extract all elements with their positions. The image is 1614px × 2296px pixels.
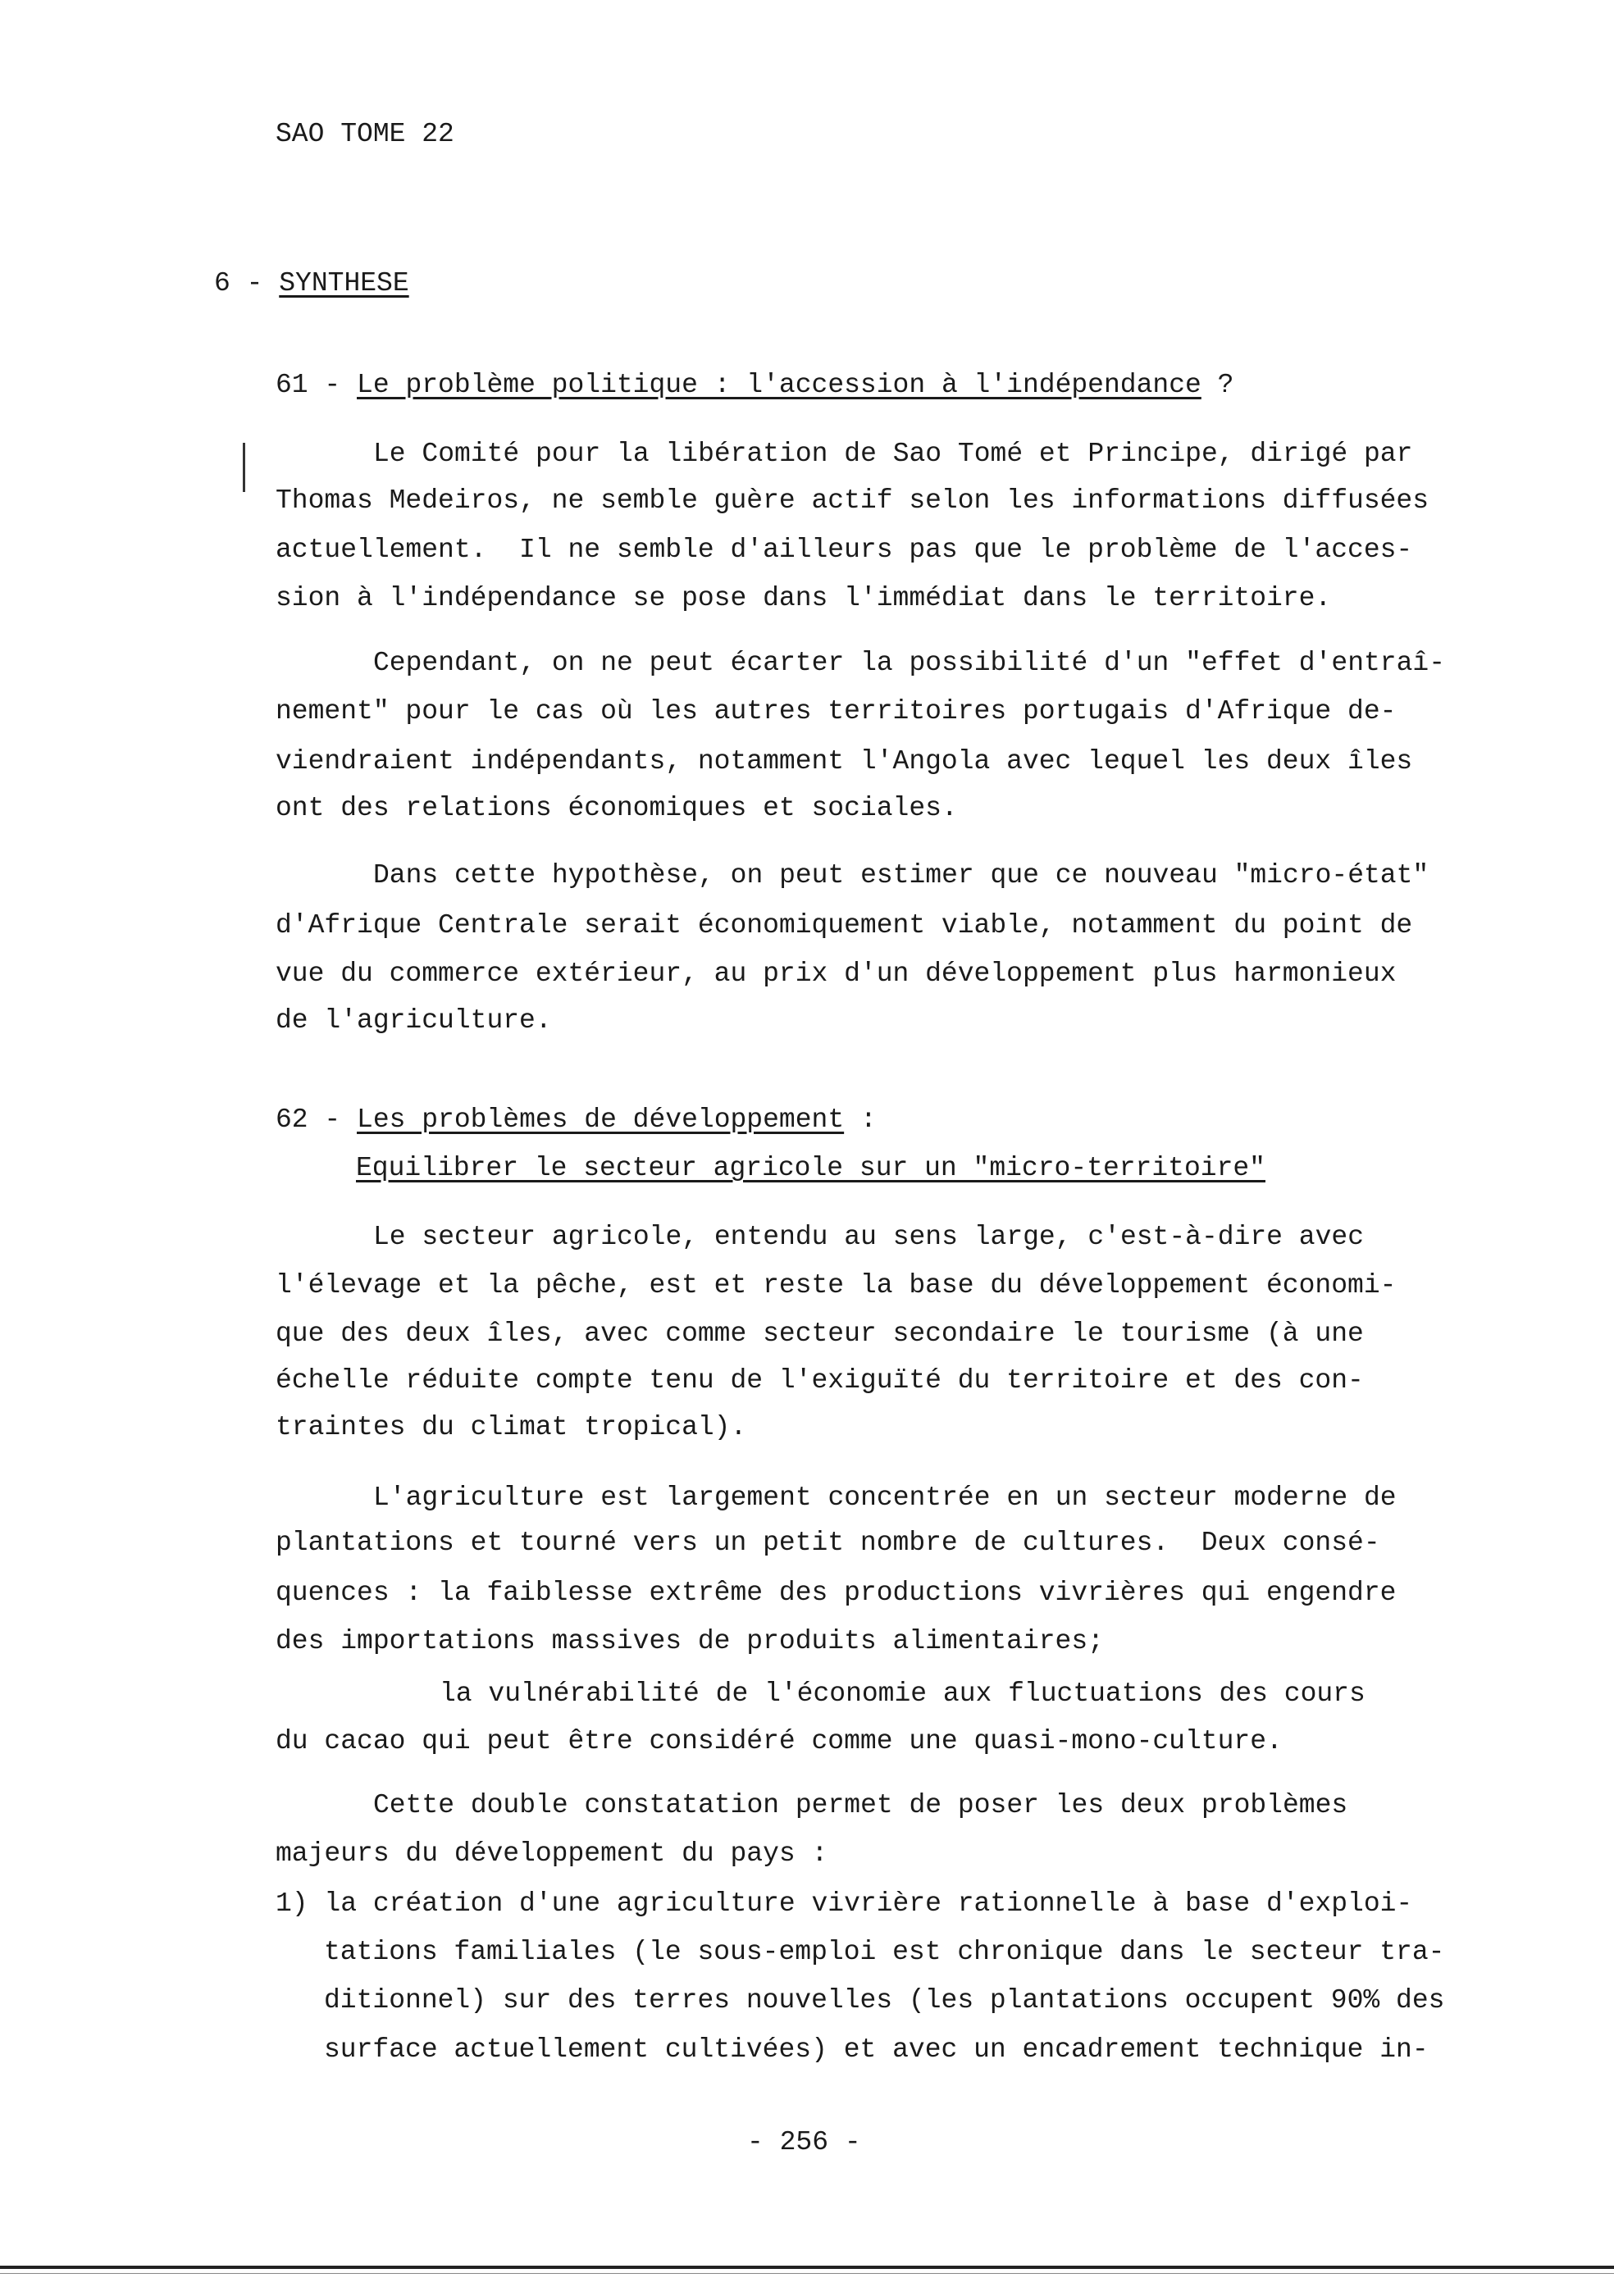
text-line: des importations massives de produits alimentaires; (276, 1626, 1104, 1656)
running-header: SAO TOME 22 (276, 119, 454, 149)
text-line: L'agriculture est largement concentrée en un secteur moderne de (373, 1483, 1397, 1513)
page-number: - 256 - (747, 2127, 861, 2157)
text-line: nement" pour le cas où les autres territoires portugais d'Afrique de- (276, 696, 1397, 727)
section-number: 6 - (214, 268, 263, 298)
text-line: de l'agriculture. (276, 1005, 552, 1036)
section-title: SYNTHESE (279, 268, 409, 298)
text-line: Dans cette hypothèse, on peut estimer que ce nouveau "micro-état" (373, 860, 1429, 891)
text-line: ont des relations économiques et sociales. (276, 793, 958, 823)
text-line: sion à l'indépendance se pose dans l'immédiat dans le territoire. (276, 583, 1332, 613)
subsection-title: Les problèmes de développement (357, 1105, 845, 1135)
text-line: du cacao qui peut être considéré comme une quasi-mono-culture. (276, 1726, 1283, 1756)
text-line: quences : la faiblesse extrême des productions vivrières qui engendre (276, 1578, 1397, 1608)
text-line: actuellement. Il ne semble d'ailleurs pas que le problème de l'acces- (276, 535, 1413, 565)
text-line: échelle réduite compte tenu de l'exiguïté du territoire et des con- (276, 1365, 1364, 1396)
text-line: Le Comité pour la libération de Sao Tomé et Principe, dirigé par (373, 439, 1413, 469)
subsection-62-subtitle (356, 1152, 1265, 1185)
subsection-number: 61 - (276, 370, 341, 400)
bottom-border-line-thin (0, 2273, 1614, 2274)
subsection-title: Le problème politique : l'accession à l'indépendance (357, 370, 1201, 400)
text-line: l'élevage et la pêche, est et reste la base du développement économi- (276, 1270, 1397, 1301)
text-line: Cette double constatation permet de poser les deux problèmes (373, 1790, 1348, 1820)
text-line: Thomas Medeiros, ne semble guère actif selon les informations diffusées (276, 485, 1429, 516)
subsection-61-heading (276, 369, 1233, 402)
subsection-number: 62 - (276, 1105, 341, 1135)
text-line: Le secteur agricole, entendu au sens large, c'est-à-dire avec (373, 1222, 1364, 1252)
text-line: la vulnérabilité de l'économie aux fluctuations des cours (440, 1679, 1366, 1709)
subsection-subtitle: Equilibrer le secteur agricole sur un "micro-territoire" (356, 1153, 1265, 1183)
text-line: traintes du climat tropical). (276, 1412, 747, 1442)
list-item-line: 1) la création d'une agriculture vivrière rationnelle à base d'exploi- (276, 1888, 1413, 1919)
bottom-border-line (0, 2266, 1614, 2269)
text-line: viendraient indépendants, notamment l'Angola avec lequel les deux îles (276, 746, 1413, 777)
section-heading (214, 267, 409, 300)
text-line: que des deux îles, avec comme secteur secondaire le tourisme (à une (276, 1319, 1364, 1349)
text-line: vue du commerce extérieur, au prix d'un développement plus harmonieux (276, 959, 1397, 989)
subsection-62-heading (276, 1104, 877, 1137)
list-item-line: tations familiales (le sous-emploi est chronique dans le secteur tra- (324, 1937, 1445, 1967)
text-line: d'Afrique Centrale serait économiquement viable, notamment du point de (276, 910, 1413, 941)
list-item-line: ditionnel) sur des terres nouvelles (les plantations occupent 90% des (324, 1985, 1445, 2016)
subsection-title-suffix: ? (1217, 370, 1234, 400)
list-item-line: surface actuellement cultivées) et avec un encadrement technique in- (324, 2034, 1429, 2065)
text-line: majeurs du développement du pays : (276, 1838, 828, 1869)
margin-mark (243, 443, 245, 492)
subsection-title-suffix: : (859, 1105, 877, 1135)
text-line: plantations et tourné vers un petit nombre de cultures. Deux consé- (276, 1528, 1380, 1558)
text-line: Cependant, on ne peut écarter la possibilité d'un "effet d'entraî- (373, 648, 1446, 678)
